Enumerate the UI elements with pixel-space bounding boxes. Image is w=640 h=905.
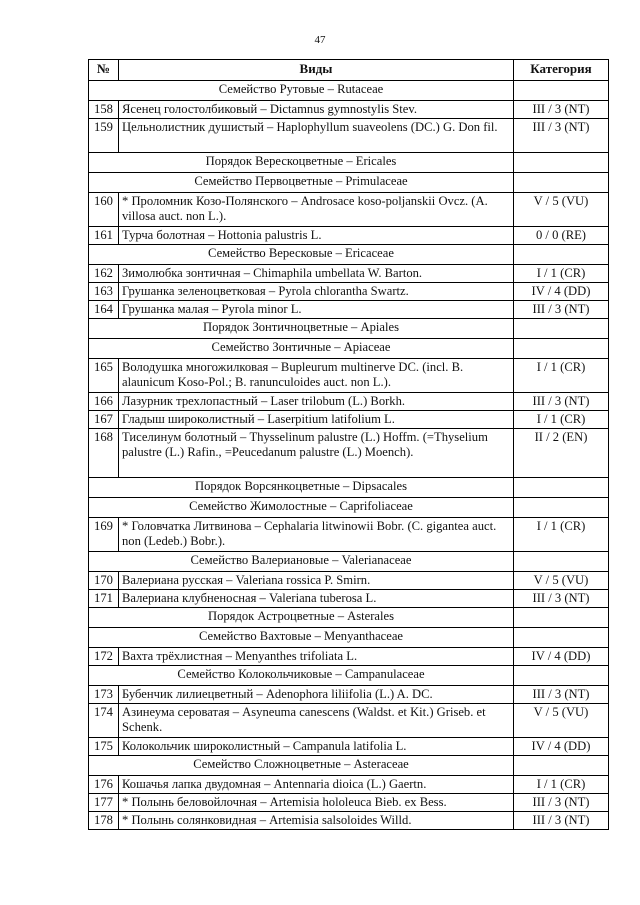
species-number: 176	[89, 776, 119, 794]
species-row	[89, 572, 609, 590]
species-name: Володушка многожилковая – Bupleurum multinerve DC. (incl. B. alaunicum Koso-Pol.; B. ranunculoides auct. non L.).	[119, 359, 514, 393]
category-value: III / 3 (NT)	[514, 794, 609, 812]
taxon-group-label: Семейство Колокольчиковые – Campanulaceae	[89, 666, 514, 686]
category-value: I / 1 (CR)	[514, 359, 609, 393]
category-value: V / 5 (VU)	[514, 704, 609, 738]
species-row	[89, 227, 609, 245]
taxon-group-row	[89, 608, 609, 628]
species-number: 168	[89, 429, 119, 478]
taxon-group-row	[89, 666, 609, 686]
category-value: III / 3 (NT)	[514, 301, 609, 319]
taxon-group-row	[89, 628, 609, 648]
species-name: Бубенчик лилиецветный – Adenophora liliifolia (L.) A. DC.	[119, 686, 514, 704]
species-row	[89, 283, 609, 301]
category-value: IV / 4 (DD)	[514, 738, 609, 756]
species-number: 172	[89, 648, 119, 666]
page-number: 47	[314, 34, 326, 46]
species-row	[89, 429, 609, 478]
species-row	[89, 590, 609, 608]
category-value: I / 1 (CR)	[514, 265, 609, 283]
header-num: №	[89, 60, 119, 81]
species-row	[89, 101, 609, 119]
species-name: * Проломник Козо-Полянского – Androsace koso-poljanskii Ovcz. (A. villosa auct. non L.).	[119, 193, 514, 227]
empty-category-cell	[514, 81, 609, 101]
species-number: 161	[89, 227, 119, 245]
species-row	[89, 359, 609, 393]
category-value: IV / 4 (DD)	[514, 283, 609, 301]
species-name: Турча болотная – Hottonia palustris L.	[119, 227, 514, 245]
species-number: 170	[89, 572, 119, 590]
empty-category-cell	[514, 478, 609, 498]
empty-category-cell	[514, 319, 609, 339]
taxon-group-row	[89, 339, 609, 359]
species-row	[89, 193, 609, 227]
species-number: 160	[89, 193, 119, 227]
species-row	[89, 812, 609, 830]
taxon-group-label: Порядок Верескоцветные – Ericales	[89, 153, 514, 173]
taxon-group-label: Порядок Ворсянкоцветные – Dipsacales	[89, 478, 514, 498]
species-number: 158	[89, 101, 119, 119]
empty-category-cell	[514, 498, 609, 518]
category-value: V / 5 (VU)	[514, 572, 609, 590]
category-value: II / 2 (EN)	[514, 429, 609, 478]
species-row	[89, 518, 609, 552]
table-body	[89, 81, 609, 830]
species-name: Азинеума сероватая – Asyneuma canescens (Waldst. et Kit.) Griseb. et Schenk.	[119, 704, 514, 738]
species-name: Грушанка зеленоцветковая – Pyrola chlorantha Swartz.	[119, 283, 514, 301]
empty-category-cell	[514, 608, 609, 628]
species-number: 162	[89, 265, 119, 283]
empty-category-cell	[514, 628, 609, 648]
species-name: Гладыш широколистный – Laserpitium latifolium L.	[119, 411, 514, 429]
taxon-group-label: Семейство Рутовые – Rutaceae	[89, 81, 514, 101]
category-value: III / 3 (NT)	[514, 119, 609, 153]
species-row	[89, 738, 609, 756]
species-name: * Головчатка Литвинова – Cephalaria litwinowii Bobr. (C. gigantea auct. non (Ledeb.) Bobr.).	[119, 518, 514, 552]
species-row	[89, 301, 609, 319]
taxon-group-row	[89, 81, 609, 101]
header-category: Категория	[514, 60, 609, 81]
red-book-table	[88, 59, 609, 830]
species-row	[89, 119, 609, 153]
taxon-group-label: Семейство Вересковые – Ericaceae	[89, 245, 514, 265]
empty-category-cell	[514, 339, 609, 359]
taxon-group-label: Семейство Вахтовые – Menyanthaceae	[89, 628, 514, 648]
species-row	[89, 393, 609, 411]
empty-category-cell	[514, 173, 609, 193]
taxon-group-row	[89, 498, 609, 518]
empty-category-cell	[514, 153, 609, 173]
species-number: 174	[89, 704, 119, 738]
species-name: Тиселинум болотный – Thysselinum palustre (L.) Hoffm. (=Thyselium palustre (L.) Rafin., =Peucedanum palustre (L.) Moench).	[119, 429, 514, 478]
taxon-group-label: Семейство Зонтичные – Apiaceae	[89, 339, 514, 359]
taxon-group-label: Семейство Валериановые – Valerianaceae	[89, 552, 514, 572]
species-row	[89, 686, 609, 704]
species-row	[89, 704, 609, 738]
species-row	[89, 648, 609, 666]
species-row	[89, 776, 609, 794]
category-value: III / 3 (NT)	[514, 590, 609, 608]
table-header-row	[89, 60, 609, 81]
empty-category-cell	[514, 666, 609, 686]
species-name: Валериана русская – Valeriana rossica P. Smirn.	[119, 572, 514, 590]
species-number: 169	[89, 518, 119, 552]
species-number: 164	[89, 301, 119, 319]
species-name: Ясенец голостолбиковый – Dictamnus gymnostylis Stev.	[119, 101, 514, 119]
header-species: Виды	[119, 60, 514, 81]
taxon-group-row	[89, 478, 609, 498]
taxon-group-label: Порядок Астроцветные – Asterales	[89, 608, 514, 628]
species-row	[89, 411, 609, 429]
species-number: 173	[89, 686, 119, 704]
species-name: Грушанка малая – Pyrola minor L.	[119, 301, 514, 319]
taxon-group-row	[89, 173, 609, 193]
species-name: Лазурник трехлопастный – Laser trilobum (L.) Borkh.	[119, 393, 514, 411]
category-value: III / 3 (NT)	[514, 686, 609, 704]
category-value: 0 / 0 (RE)	[514, 227, 609, 245]
taxon-group-row	[89, 552, 609, 572]
category-value: I / 1 (CR)	[514, 518, 609, 552]
species-name: Зимолюбка зонтичная – Chimaphila umbellata W. Barton.	[119, 265, 514, 283]
species-number: 166	[89, 393, 119, 411]
taxon-group-label: Семейство Жимолостные – Caprifoliaceae	[89, 498, 514, 518]
species-name: Цельнолистник душистый – Haplophyllum suaveolens (DC.) G. Don fil.	[119, 119, 514, 153]
category-value: III / 3 (NT)	[514, 393, 609, 411]
taxon-group-label: Семейство Сложноцветные – Asteraceae	[89, 756, 514, 776]
species-number: 175	[89, 738, 119, 756]
taxon-group-row	[89, 245, 609, 265]
species-number: 178	[89, 812, 119, 830]
species-number: 177	[89, 794, 119, 812]
empty-category-cell	[514, 245, 609, 265]
category-value: III / 3 (NT)	[514, 812, 609, 830]
category-value: I / 1 (CR)	[514, 411, 609, 429]
species-number: 171	[89, 590, 119, 608]
category-value: V / 5 (VU)	[514, 193, 609, 227]
species-row	[89, 265, 609, 283]
category-value: I / 1 (CR)	[514, 776, 609, 794]
species-name: * Полынь солянковидная – Artemisia salsoloides Willd.	[119, 812, 514, 830]
category-value: III / 3 (NT)	[514, 101, 609, 119]
empty-category-cell	[514, 756, 609, 776]
empty-category-cell	[514, 552, 609, 572]
species-number: 167	[89, 411, 119, 429]
species-number: 163	[89, 283, 119, 301]
species-row	[89, 794, 609, 812]
species-name: Колокольчик широколистный – Campanula latifolia L.	[119, 738, 514, 756]
taxon-group-row	[89, 319, 609, 339]
taxon-group-label: Семейство Первоцветные – Primulaceae	[89, 173, 514, 193]
species-name: * Полынь беловойлочная – Artemisia hololeuca Bieb. ex Bess.	[119, 794, 514, 812]
taxon-group-row	[89, 153, 609, 173]
taxon-group-label: Порядок Зонтичноцветные – Apiales	[89, 319, 514, 339]
taxon-group-row	[89, 756, 609, 776]
species-name: Валериана клубненосная – Valeriana tuberosa L.	[119, 590, 514, 608]
species-number: 159	[89, 119, 119, 153]
species-number: 165	[89, 359, 119, 393]
category-value: IV / 4 (DD)	[514, 648, 609, 666]
species-name: Вахта трёхлистная – Menyanthes trifoliata L.	[119, 648, 514, 666]
species-name: Кошачья лапка двудомная – Antennaria dioica (L.) Gaertn.	[119, 776, 514, 794]
